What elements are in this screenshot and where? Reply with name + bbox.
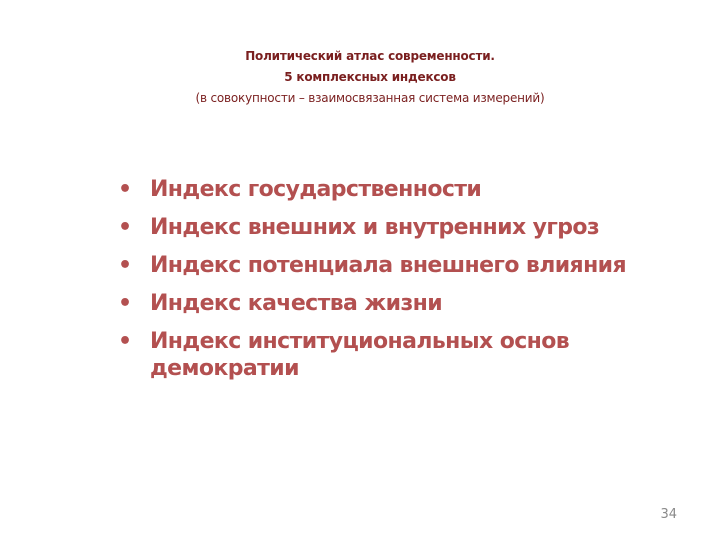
list-item-label: Индекс внешних и внутренних угроз [150,215,600,240]
slide-title-second-line: 5 комплексных индексов [284,70,456,84]
index-list [118,176,658,393]
bullet-icon: • [118,329,132,354]
list-item-label: Индекс потенциала внешнего влияния [150,253,627,278]
bullet-icon: • [118,215,132,240]
list-item [118,214,658,241]
bullet-icon: • [118,291,132,316]
slide-subtitle: (в совокупности – взаимосвязанная система измерений) [195,91,545,105]
list-item-label: Индекс институциональных основ демократии [150,329,570,381]
page-number: 34 [660,507,677,522]
list-item [118,176,658,203]
list-item [118,290,658,317]
bullet-icon: • [118,253,132,278]
slide-title: Политический атлас современности. [245,49,495,63]
bullet-icon: • [118,177,132,202]
list-item [118,328,658,382]
list-item-label: Индекс государственности [150,177,482,202]
list-item-label: Индекс качества жизни [150,291,443,316]
list-item [118,252,658,279]
slide-title-block [60,46,680,109]
